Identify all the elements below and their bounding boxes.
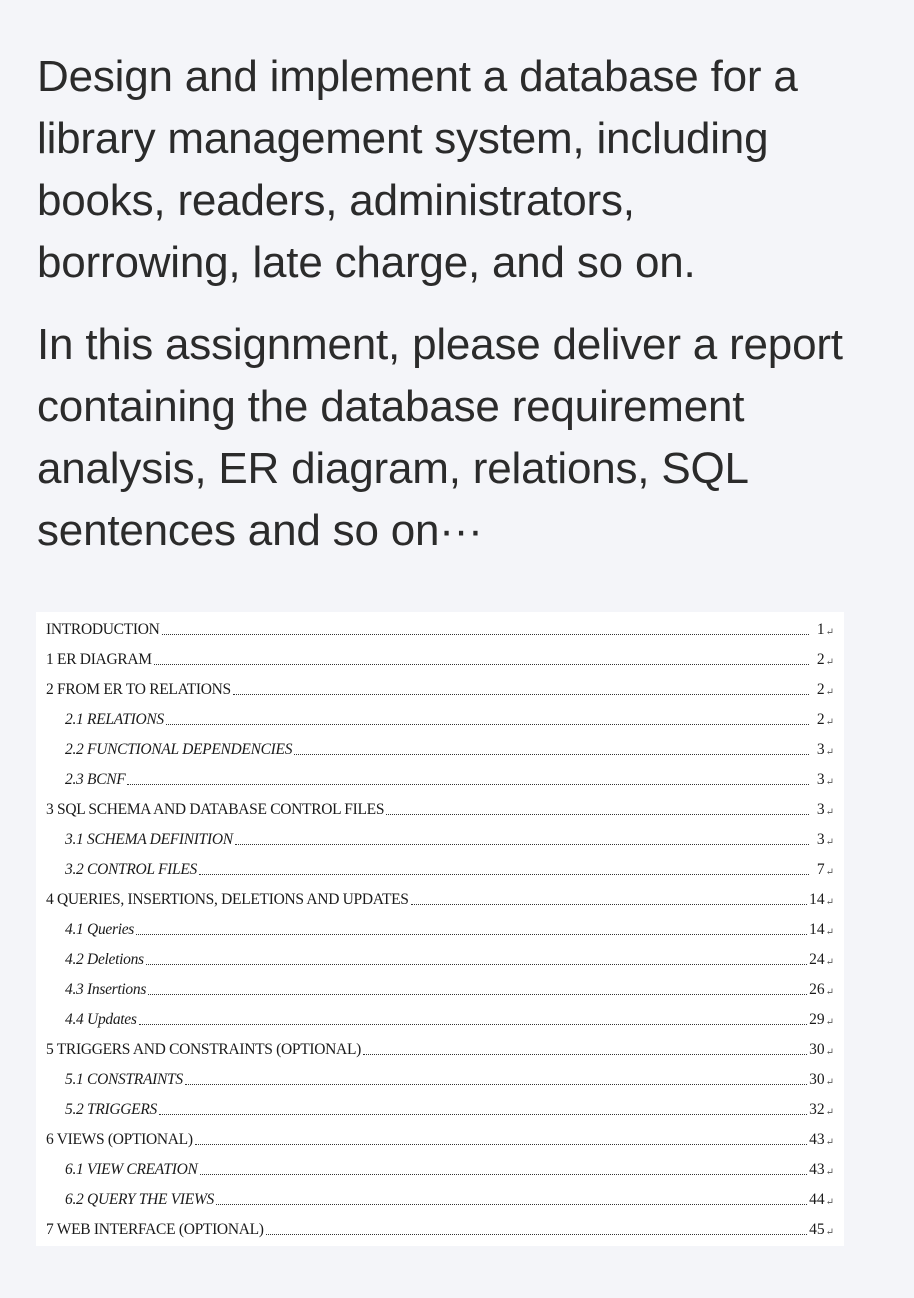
toc-dot-leader (159, 1113, 807, 1115)
toc-entry-page: 3 (816, 831, 825, 848)
toc-entry-page: 1 (816, 621, 825, 638)
toc-entry-title: 5.2 TRIGGERS (65, 1101, 157, 1118)
paragraph-return-icon: ↵ (825, 1046, 834, 1058)
assignment-paragraph-2: In this assignment, please deliver a report containing the database requirement analysis, ER diagram, relations, SQL sentences and so on··· (37, 320, 843, 555)
paragraph-return-icon: ↵ (825, 956, 834, 968)
toc-entry-title: 2 FROM ER TO RELATIONS (46, 681, 231, 698)
toc-entry (65, 1095, 834, 1125)
toc-dot-leader (166, 723, 809, 725)
paragraph-return-icon: ↵ (825, 806, 834, 818)
toc-entry-title: 4.3 Insertions (65, 981, 147, 998)
toc-entry-title: 5 TRIGGERS AND CONSTRAINTS (OPTIONAL) (46, 1041, 361, 1058)
toc-entry-title: 1 ER DIAGRAM (46, 651, 152, 668)
paragraph-return-icon: ↵ (825, 866, 834, 878)
paragraph-return-icon: ↵ (825, 746, 834, 758)
toc-entry (65, 705, 834, 735)
toc-dot-leader (185, 1083, 807, 1085)
toc-entry-page: 24 (809, 951, 825, 968)
toc-dot-leader (154, 663, 809, 665)
toc-entry-title: 6.2 QUERY THE VIEWS (65, 1191, 215, 1208)
toc-entry-page: 7 (816, 861, 825, 878)
toc-entry (65, 975, 834, 1005)
toc-dot-leader (266, 1233, 807, 1235)
toc-dot-leader (411, 903, 808, 905)
toc-dot-leader (127, 783, 808, 785)
toc-dot-leader (136, 933, 807, 935)
toc-dot-leader (199, 873, 809, 875)
paragraph-return-icon: ↵ (825, 896, 834, 908)
paragraph-return-icon: ↵ (825, 1016, 834, 1028)
toc-entry-title: 4.4 Updates (65, 1011, 137, 1028)
toc-dot-leader (235, 843, 809, 845)
toc-entry-title: 4.2 Deletions (65, 951, 144, 968)
toc-entry-title: 6.1 VIEW CREATION (65, 1161, 198, 1178)
toc-entry-title: 3.2 CONTROL FILES (65, 861, 197, 878)
toc-entry-page: 30 (809, 1041, 825, 1058)
toc-entry (46, 1215, 834, 1245)
toc-dot-leader (363, 1053, 807, 1055)
table-of-contents (36, 612, 844, 1246)
paragraph-return-icon: ↵ (825, 1106, 834, 1118)
toc-entry (65, 945, 834, 975)
toc-entry-page: 2 (816, 651, 825, 668)
toc-entry (65, 825, 834, 855)
paragraph-return-icon: ↵ (825, 836, 834, 848)
assignment-paragraph-1: Design and implement a database for a library management system, including books, readers, administrators, borrowing, late charge, and so on. (37, 52, 798, 287)
toc-entry-page: 2 (816, 711, 825, 728)
toc-entry (65, 855, 834, 885)
toc-entry (65, 1065, 834, 1095)
toc-entry-page: 14 (809, 891, 825, 908)
toc-entry-title: 3 SQL SCHEMA AND DATABASE CONTROL FILES (46, 801, 385, 818)
paragraph-return-icon: ↵ (825, 926, 834, 938)
toc-entry-page: 3 (816, 741, 825, 758)
toc-dot-leader (146, 963, 807, 965)
toc-entry-title: 2.3 BCNF (65, 771, 126, 788)
toc-entry-page: 30 (809, 1071, 825, 1088)
toc-dot-leader (200, 1173, 808, 1175)
toc-dot-leader (195, 1143, 807, 1145)
paragraph-return-icon: ↵ (825, 1136, 834, 1148)
paragraph-return-icon: ↵ (825, 626, 834, 638)
toc-entry-page: 3 (816, 771, 825, 788)
toc-entry-title: 4.1 Queries (65, 921, 135, 938)
toc-entry-page: 44 (809, 1191, 825, 1208)
toc-entry (46, 645, 834, 675)
toc-entry (46, 795, 834, 825)
toc-entry-page: 43 (809, 1161, 825, 1178)
toc-dot-leader (233, 693, 809, 695)
toc-entry (46, 675, 834, 705)
toc-entry-title: 5.1 CONSTRAINTS (65, 1071, 183, 1088)
paragraph-return-icon: ↵ (825, 1196, 834, 1208)
paragraph-return-icon: ↵ (825, 686, 834, 698)
toc-entry-title: 2.2 FUNCTIONAL DEPENDENCIES (65, 741, 293, 758)
toc-entry-page: 26 (809, 981, 825, 998)
toc-entry-title: 2.1 RELATIONS (65, 711, 164, 728)
paragraph-return-icon: ↵ (825, 1076, 834, 1088)
toc-entry-title: 6 VIEWS (OPTIONAL) (46, 1131, 193, 1148)
toc-entry (46, 1125, 834, 1155)
paragraph-return-icon: ↵ (825, 776, 834, 788)
toc-dot-leader (386, 813, 808, 815)
toc-entry-page: 45 (809, 1221, 825, 1238)
toc-entry (65, 1185, 834, 1215)
paragraph-return-icon: ↵ (825, 716, 834, 728)
toc-entry-page: 3 (816, 801, 825, 818)
toc-dot-leader (139, 1023, 807, 1025)
toc-entry-title: INTRODUCTION (46, 621, 160, 638)
toc-entry (65, 1005, 834, 1035)
toc-entry-page: 2 (816, 681, 825, 698)
toc-entry (46, 615, 834, 645)
toc-dot-leader (162, 633, 809, 635)
toc-dot-leader (294, 753, 808, 755)
toc-entry-title: 4 QUERIES, INSERTIONS, DELETIONS AND UPDATES (46, 891, 409, 908)
toc-entry-page: 43 (809, 1131, 825, 1148)
toc-entry-page: 14 (809, 921, 825, 938)
toc-entry (65, 765, 834, 795)
toc-entry (65, 735, 834, 765)
paragraph-return-icon: ↵ (825, 986, 834, 998)
toc-entry (65, 915, 834, 945)
paragraph-return-icon: ↵ (825, 1166, 834, 1178)
toc-entry-title: 3.1 SCHEMA DEFINITION (65, 831, 233, 848)
toc-entry (65, 1155, 834, 1185)
toc-dot-leader (148, 993, 807, 995)
paragraph-return-icon: ↵ (825, 1226, 834, 1238)
toc-dot-leader (216, 1203, 807, 1205)
assignment-description (37, 46, 887, 582)
paragraph-return-icon: ↵ (825, 656, 834, 668)
toc-entry-title: 7 WEB INTERFACE (OPTIONAL) (46, 1221, 264, 1238)
toc-entry (46, 885, 834, 915)
toc-entry-page: 32 (809, 1101, 825, 1118)
toc-entry (46, 1035, 834, 1065)
toc-entry-page: 29 (809, 1011, 825, 1028)
